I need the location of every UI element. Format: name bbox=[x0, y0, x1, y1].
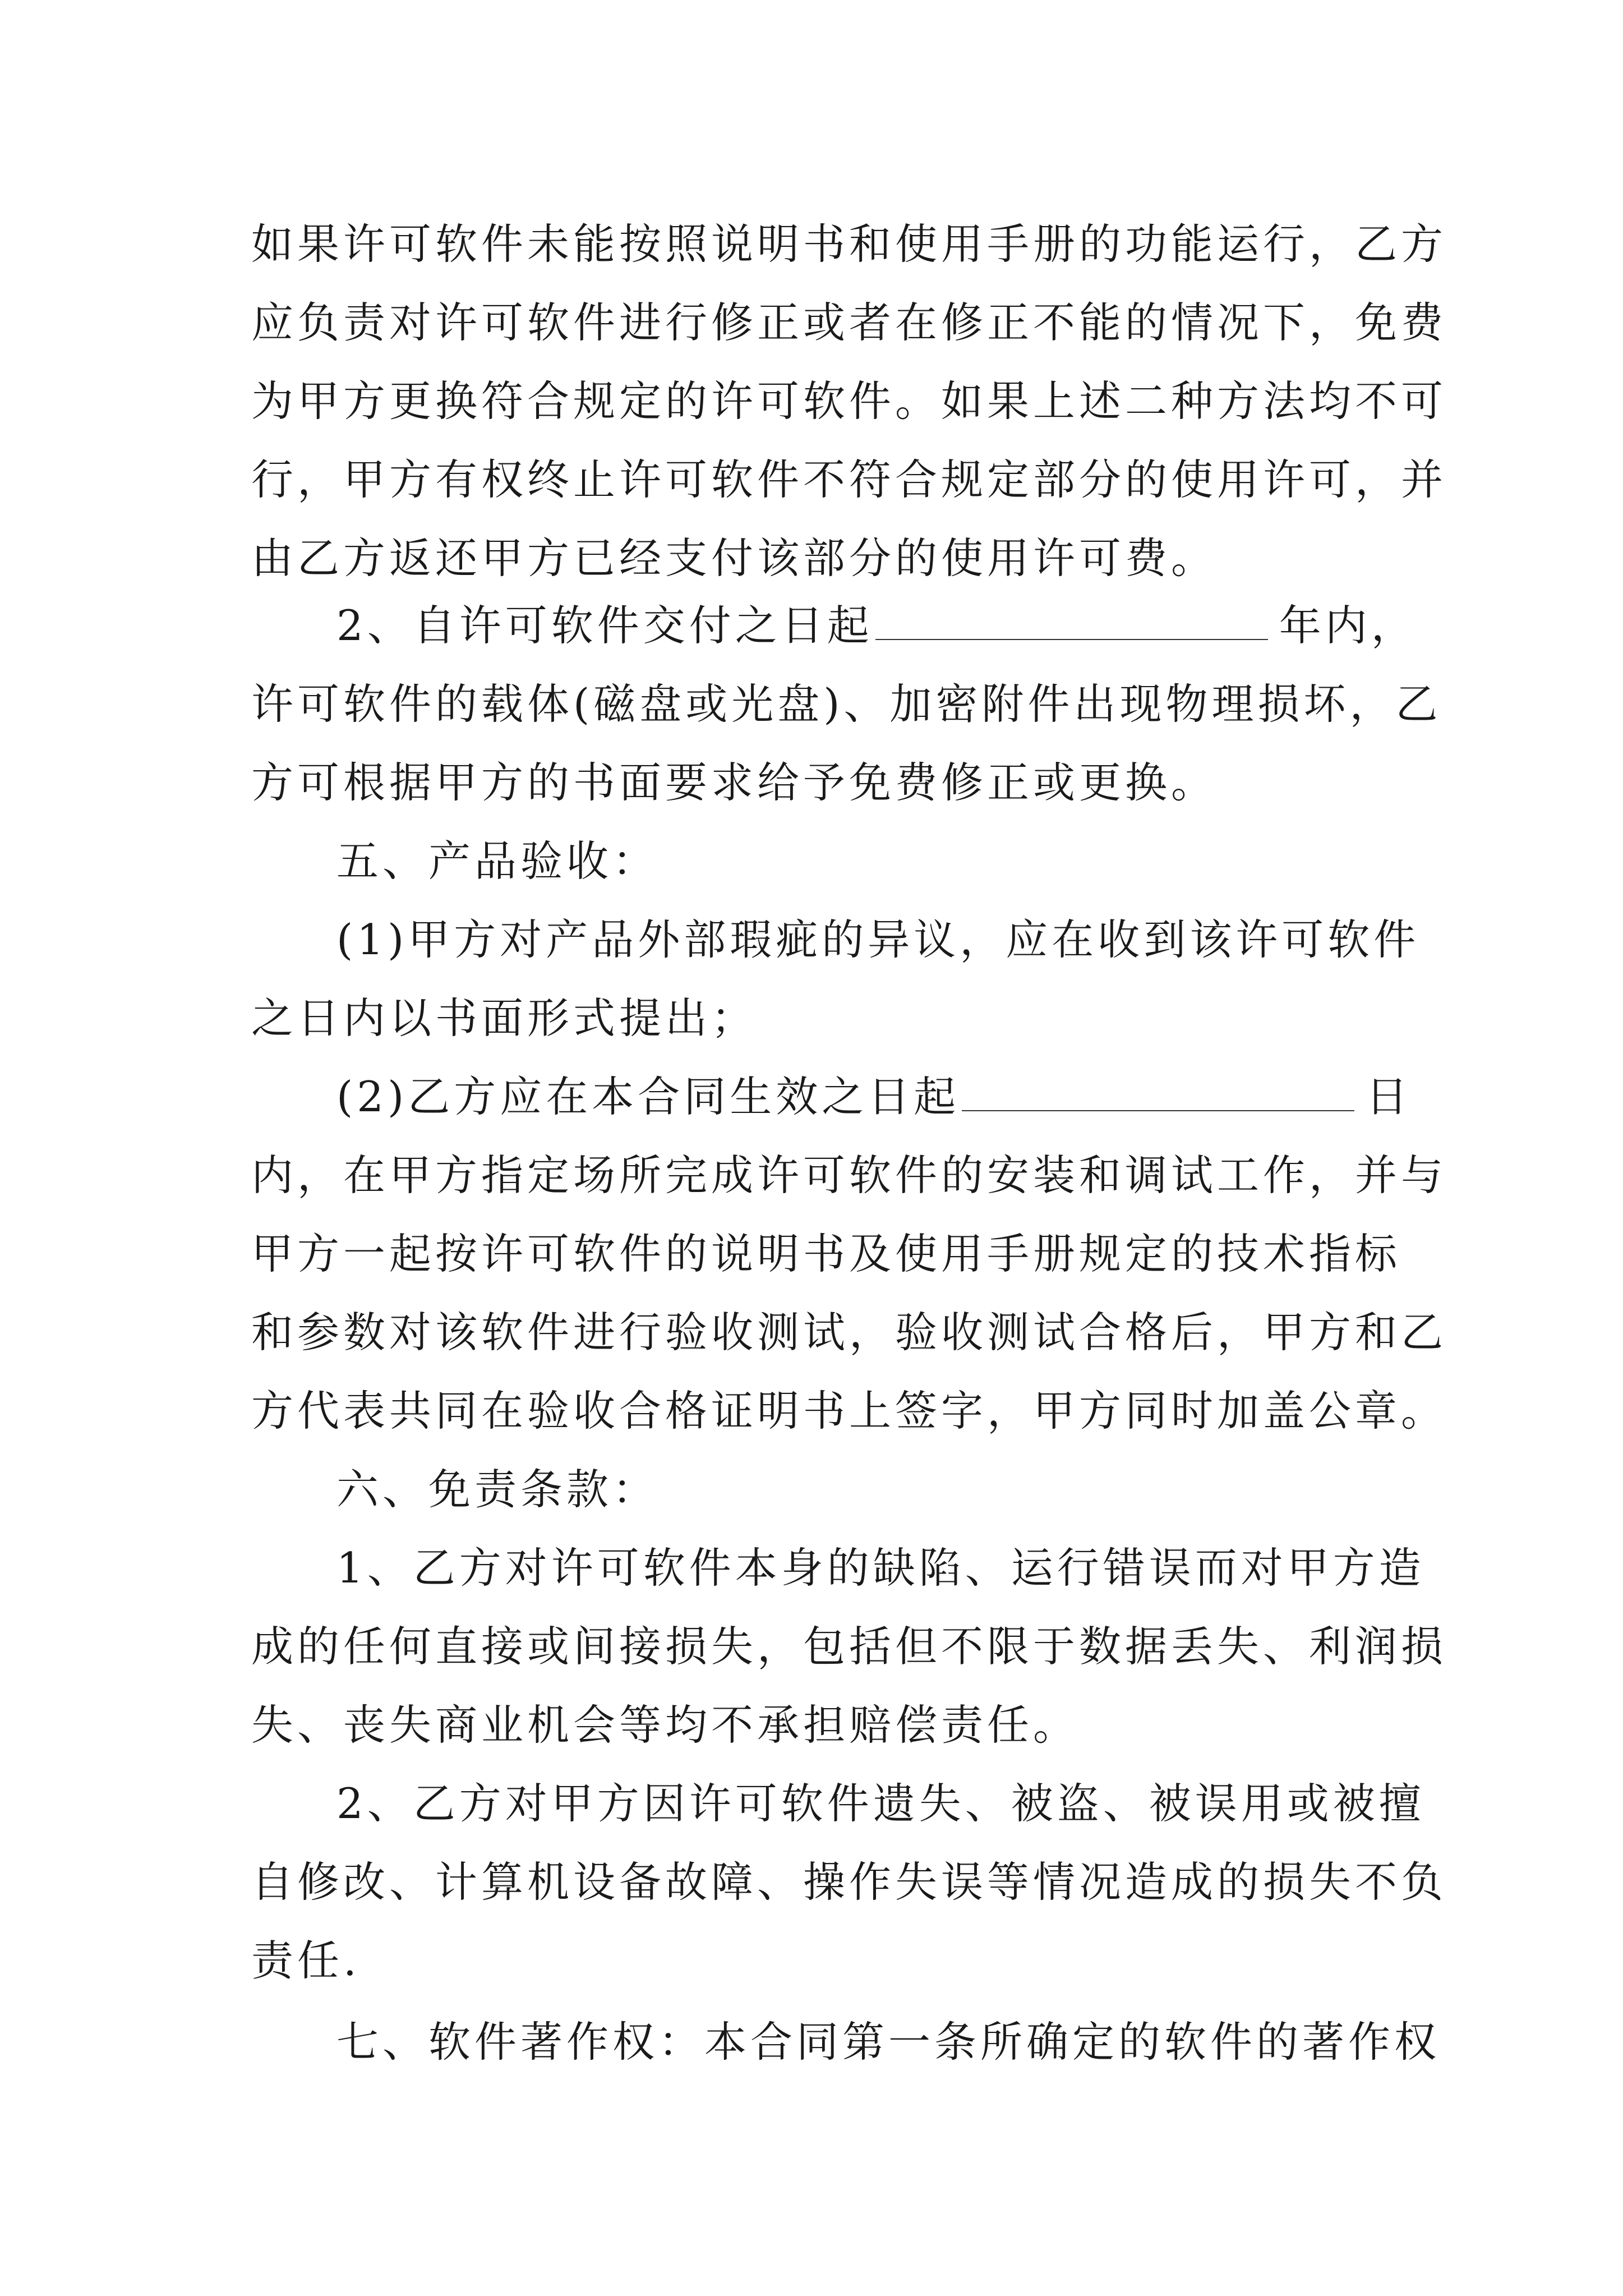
text-line: 成的任何直接或间接损失，包括但不限于数据丢失、利润损 bbox=[251, 1622, 1447, 1671]
text-line: 许可软件的载体(磁盘或光盘)、加密附件出现物理损坏，乙 bbox=[251, 679, 1442, 729]
text-line: 失、丧失商业机会等均不承担赔偿责任。 bbox=[251, 1700, 1080, 1750]
text-line: 2、乙方对甲方因许可软件遗失、被盗、被误用或被擅 bbox=[336, 1779, 1425, 1828]
text-line: 自修改、计算机设备故障、操作失误等情况造成的损失不负 bbox=[251, 1857, 1447, 1907]
text-line: 如果许可软件未能按照说明书和使用手册的功能运行，乙方 bbox=[251, 219, 1447, 269]
text-line: 方可根据甲方的书面要求给予免费修正或更换。 bbox=[251, 758, 1218, 807]
section-5-p2-line bbox=[336, 1069, 1412, 1125]
text-line: 由乙方返还甲方已经支付该部分的使用许可费。 bbox=[251, 533, 1218, 583]
section-7-line: 七、软件著作权：本合同第一条所确定的软件的著作权 bbox=[336, 2017, 1441, 2067]
text-line: 为甲方更换符合规定的许可软件。如果上述二种方法均不可 bbox=[251, 376, 1447, 426]
text-line: 和参数对该软件进行验收测试，验收测试合格后，甲方和乙 bbox=[251, 1308, 1447, 1357]
section-5-p2-before: (2)乙方应在本合同生效之日起 bbox=[336, 1072, 960, 1121]
text-line: (1)甲方对产品外部瑕疵的异议，应在收到该许可软件 bbox=[336, 915, 1420, 964]
section-6-heading: 六、免责条款： bbox=[336, 1465, 659, 1514]
text-line: 方代表共同在验收合格证明书上签字，甲方同时加盖公章。 bbox=[251, 1386, 1447, 1435]
text-line: 之日内以书面形式提出； bbox=[251, 993, 758, 1043]
fill-in-blank-days[interactable] bbox=[962, 1071, 1354, 1111]
text-line: 内，在甲方指定场所完成许可软件的安装和调试工作，并与 bbox=[251, 1151, 1447, 1200]
text-line: 1、乙方对许可软件本身的缺陷、运行错误而对甲方造 bbox=[336, 1543, 1425, 1593]
text-line: 行，甲方有权终止许可软件不符合规定部分的使用许可，并 bbox=[251, 455, 1447, 504]
section-5-heading: 五、产品验收： bbox=[336, 836, 659, 886]
clause-2-before: 2、自许可软件交付之日起 bbox=[336, 601, 873, 650]
clause-2-after: 年内， bbox=[1279, 601, 1417, 650]
text-line: 应负责对许可软件进行修正或者在修正不能的情况下，免费 bbox=[251, 298, 1447, 347]
section-5-p2-after: 日 bbox=[1366, 1072, 1412, 1121]
clause-2-line bbox=[336, 597, 1417, 654]
fill-in-blank-years[interactable] bbox=[875, 600, 1268, 640]
text-line: 责任. bbox=[251, 1936, 361, 1985]
text-line: 甲方一起按许可软件的说明书及使用手册规定的技术指标 bbox=[251, 1229, 1401, 1278]
